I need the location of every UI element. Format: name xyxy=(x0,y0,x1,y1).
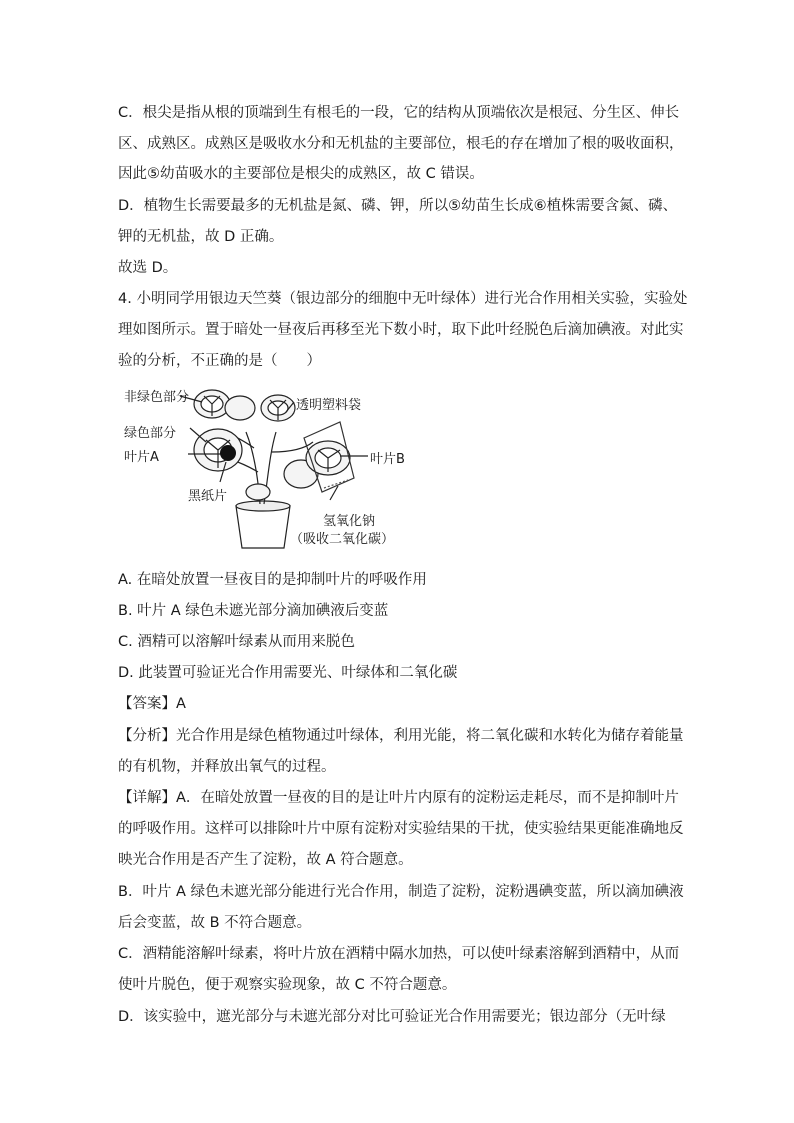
analysis-line: 的有机物，并释放出氧气的过程。 xyxy=(118,759,336,775)
explanation-line: B．叶片 A 绿色未遮光部分能进行光合作用，制造了淀粉，淀粉遇碘变蓝，所以滴加碘液 xyxy=(118,884,684,900)
label-green: 绿色部分 xyxy=(124,426,177,441)
option-c: C. 酒精可以溶解叶绿素从而用来脱色 xyxy=(118,634,355,650)
explanation-line: 【详解】A．在暗处放置一昼夜的目的是让叶片内原有的淀粉运走耗尽，而不是抑制叶片 xyxy=(118,790,679,806)
option-d: D. 此装置可验证光合作用需要光、叶绿体和二氧化碳 xyxy=(118,665,458,681)
text-line: 钾的无机盐，故 D 正确。 xyxy=(118,229,284,245)
text-line: 区、成熟区。成熟区是吸收水分和无机盐的主要部位，根毛的存在增加了根的吸收面积， xyxy=(118,136,684,152)
label-leaf-a: 叶片A xyxy=(124,450,159,465)
option-b: B. 叶片 A 绿色未遮光部分滴加碘液后变蓝 xyxy=(118,603,389,619)
explanation-line: C．酒精能溶解叶绿素，将叶片放在酒精中隔水加热，可以使叶绿素溶解到酒精中，从而 xyxy=(118,946,680,962)
question-4-line: 验的分析，不正确的是（ ） xyxy=(118,353,321,369)
text-line: 故选 D。 xyxy=(118,260,178,276)
text-line: D．植物生长需要最多的无机盐是氮、磷、钾，所以⑤幼苗生长成⑥植株需要含氮、磷、 xyxy=(118,198,678,214)
label-black-paper: 黑纸片 xyxy=(188,489,228,504)
experiment-figure xyxy=(118,382,408,554)
label-non-green: 非绿色部分 xyxy=(124,390,190,405)
label-naoh-note: （吸收二氧化碳） xyxy=(290,532,395,547)
label-bag: 透明塑料袋 xyxy=(296,398,362,413)
explanation-line: 使叶片脱色，便于观察实验现象，故 C 不符合题意。 xyxy=(118,977,457,993)
question-4-line: 理如图所示。置于暗处一昼夜后再移至光下数小时，取下此叶经脱色后滴加碘液。对此实 xyxy=(118,322,684,338)
analysis-line: 【分析】光合作用是绿色植物通过叶绿体，利用光能，将二氧化碳和水转化为储存着能量 xyxy=(118,728,684,744)
explanation-line: D．该实验中，遮光部分与未遮光部分对比可验证光合作用需要光；银边部分（无叶绿 xyxy=(118,1009,666,1025)
text-line: 因此⑤幼苗吸水的主要部位是根尖的成熟区，故 C 错误。 xyxy=(118,166,484,182)
explanation-line: 映光合作用是否产生了淀粉，故 A 符合题意。 xyxy=(118,852,413,868)
answer-line: 【答案】A xyxy=(118,696,186,712)
label-leaf-b: 叶片B xyxy=(370,452,405,467)
explanation-line: 的呼吸作用。这样可以排除叶片中原有淀粉对实验结果的干扰，使实验结果更能准确地反 xyxy=(118,821,684,837)
black-paper-disc xyxy=(220,445,236,461)
option-a: A. 在暗处放置一昼夜目的是抑制叶片的呼吸作用 xyxy=(118,572,427,588)
question-4-line: 4. 小明同学用银边天竺葵（银边部分的细胞中无叶绿体）进行光合作用相关实验，实验处 xyxy=(118,291,688,307)
label-naoh: 氢氧化钠 xyxy=(323,514,376,529)
text-line: C．根尖是指从根的顶端到生有根毛的一段，它的结构从顶端依次是根冠、分生区、伸长 xyxy=(118,105,680,121)
explanation-line: 后会变蓝，故 B 不符合题意。 xyxy=(118,915,312,931)
